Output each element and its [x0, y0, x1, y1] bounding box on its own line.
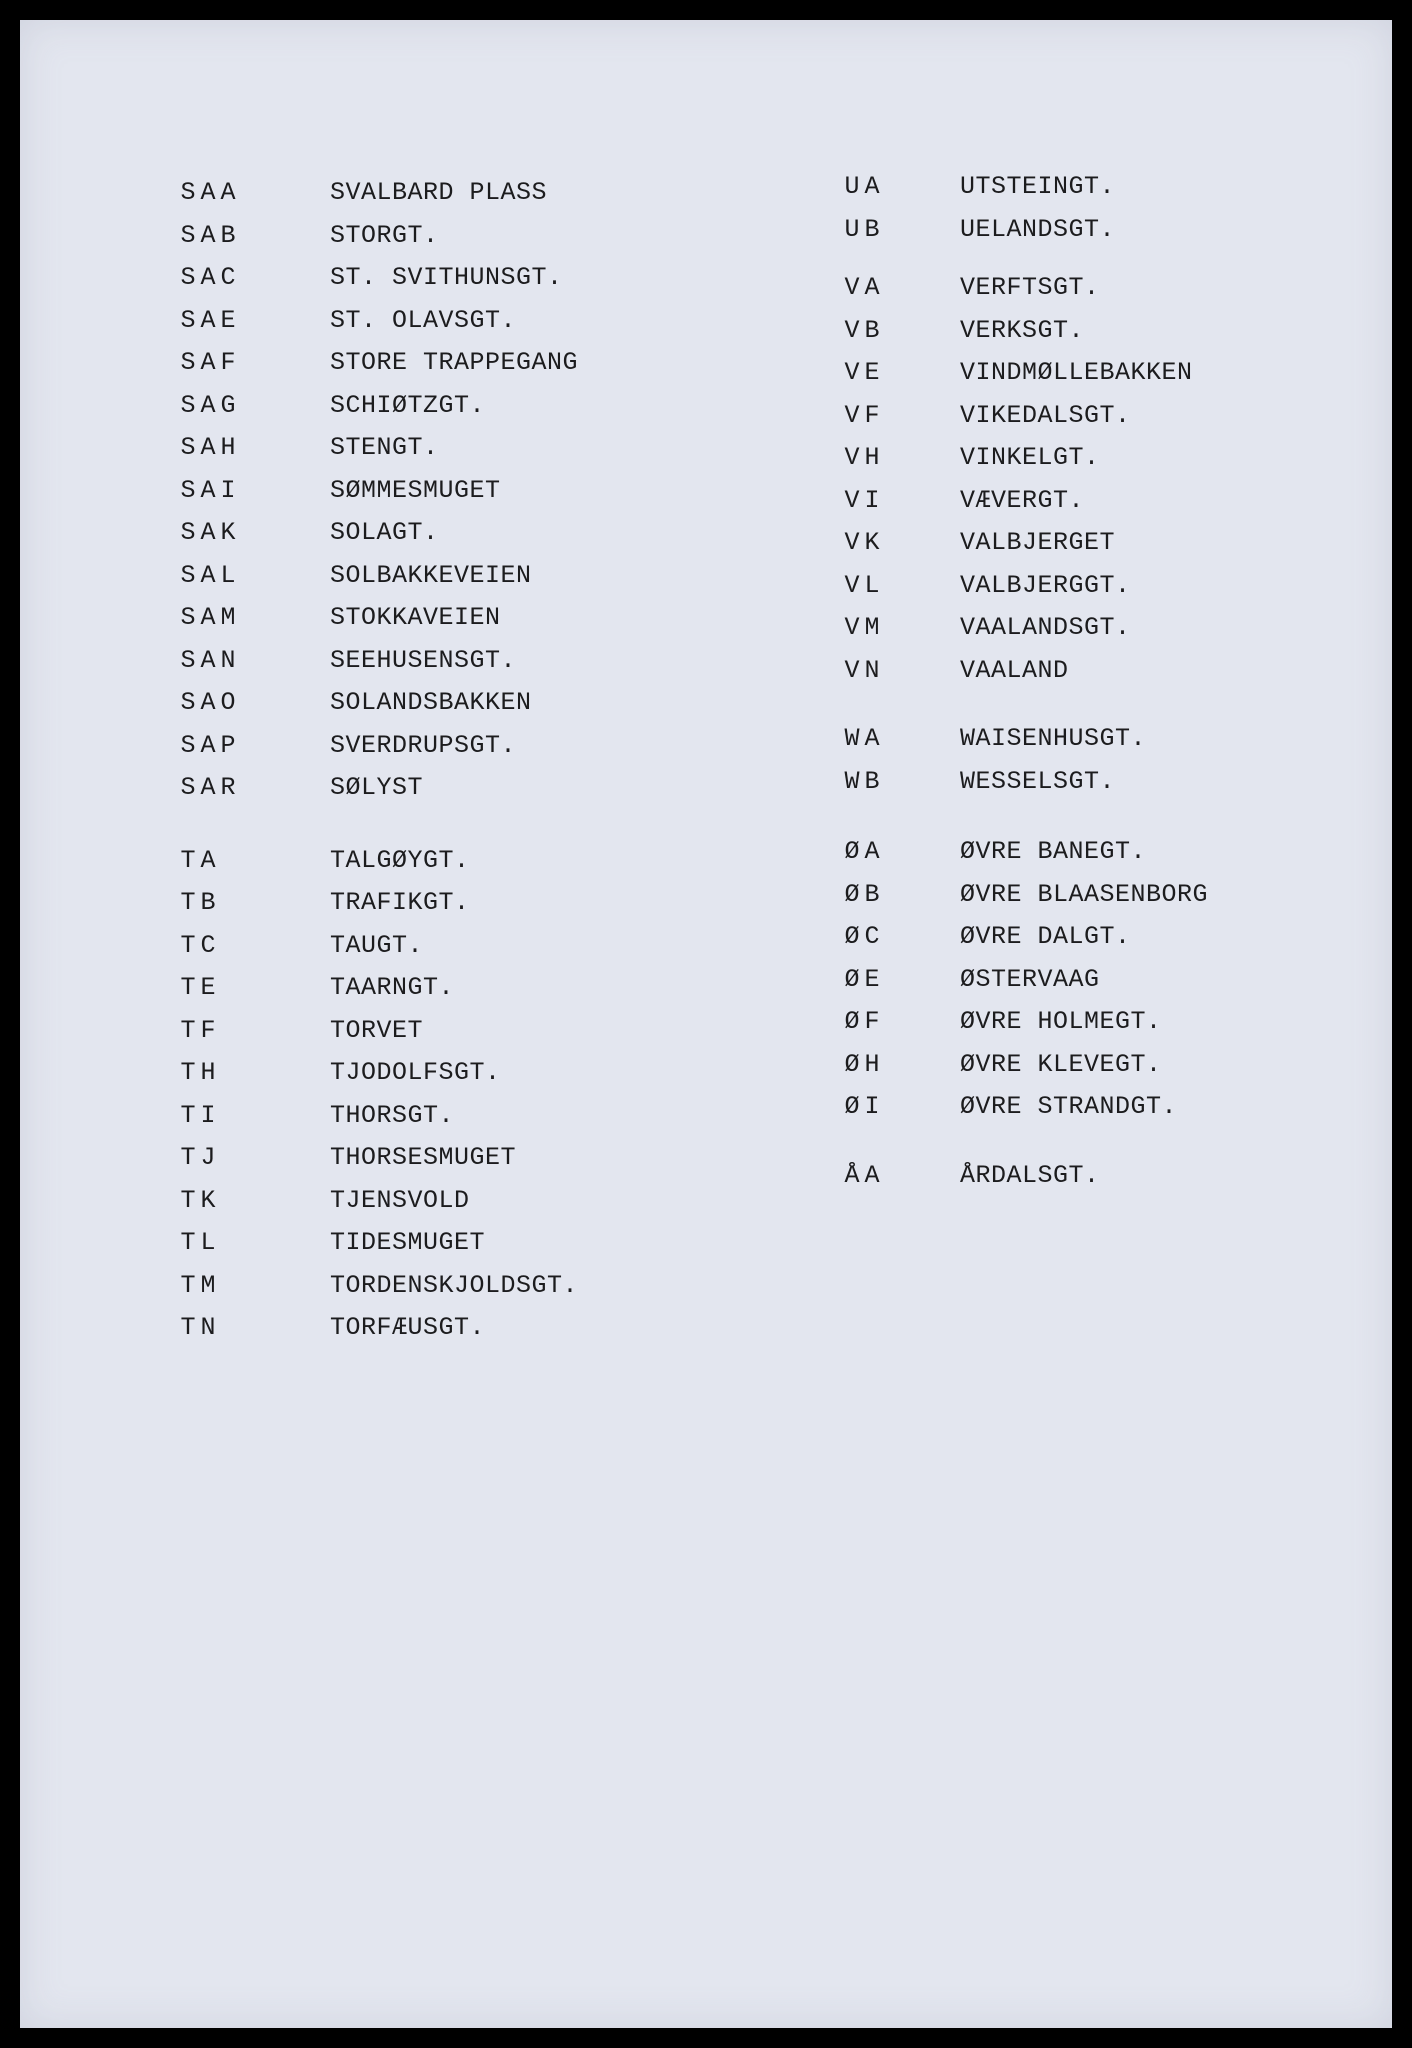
street-code: V H — [844, 443, 880, 472]
street-code: T B — [180, 888, 216, 917]
street-name: TORFÆUSGT. — [330, 1313, 486, 1342]
street-name: ST. SVITHUNSGT. — [330, 263, 563, 292]
street-name: TRAFIKGT. — [330, 888, 470, 917]
street-name: VAALANDSGT. — [960, 613, 1131, 642]
document-page — [20, 20, 1392, 2028]
street-code: W B — [844, 766, 880, 796]
street-code: Ø B — [844, 879, 880, 909]
street-code: T L — [180, 1228, 216, 1257]
street-name: THORSGT. — [330, 1100, 455, 1130]
street-name: ST. OLAVSGT. — [330, 305, 517, 335]
street-name: VIKEDALSGT. — [960, 400, 1131, 430]
street-code: V M — [844, 613, 880, 642]
street-code: T I — [180, 1100, 216, 1130]
street-code: S A B — [180, 220, 236, 250]
street-code: Å A — [844, 1160, 880, 1190]
street-name: STOKKAVEIEN — [330, 603, 501, 632]
street-code: Ø A — [844, 837, 880, 866]
street-code: V K — [844, 528, 880, 557]
street-name: ØVRE BLAASENBORG — [960, 879, 1209, 909]
street-name: SOLAGT. — [330, 518, 439, 547]
street-code: T A — [180, 845, 216, 875]
street-name: UELANDSGT. — [960, 214, 1116, 244]
street-name: STORGT. — [330, 220, 439, 250]
street-code: S A C — [180, 263, 236, 292]
street-name: ØVRE DALGT. — [960, 922, 1131, 951]
street-code: T F — [180, 1015, 216, 1045]
street-code: T M — [180, 1270, 216, 1300]
street-code: V A — [844, 273, 880, 302]
street-name: ØVRE BANEGT. — [960, 837, 1147, 866]
street-name: VALBJERGGT. — [960, 570, 1131, 600]
street-name: WESSELSGT. — [960, 766, 1116, 796]
street-code: Ø I — [844, 1092, 880, 1121]
street-code: T E — [180, 973, 216, 1002]
street-code: S A G — [180, 390, 236, 420]
street-name: ÅRDALSGT. — [960, 1160, 1100, 1190]
street-name: SOLBAKKEVEIEN — [330, 560, 532, 590]
street-name: TAARNGT. — [330, 973, 455, 1002]
street-code: S A K — [180, 518, 236, 547]
street-name: ØVRE KLEVEGT. — [960, 1049, 1162, 1079]
street-code: V F — [844, 400, 880, 430]
street-code: S A N — [180, 645, 236, 675]
street-name: VERKSGT. — [960, 315, 1085, 345]
street-name: ØVRE STRANDGT. — [960, 1092, 1178, 1121]
street-code: S A A — [180, 178, 236, 207]
street-name: ØVRE HOLMEGT. — [960, 1007, 1162, 1036]
street-name: VINDMØLLEBAKKEN — [960, 358, 1193, 387]
street-name: VÆVERGT. — [960, 485, 1085, 515]
street-name: TORVET — [330, 1015, 424, 1045]
street-name: SØLYST — [330, 773, 424, 802]
street-name: TJENSVOLD — [330, 1185, 470, 1215]
street-code: S A R — [180, 773, 236, 802]
street-code: S A I — [180, 475, 236, 505]
street-code: U A — [844, 172, 880, 201]
street-code: Ø F — [844, 1007, 880, 1036]
street-code: S A F — [180, 348, 236, 377]
street-code: S A O — [180, 688, 236, 717]
street-code: T J — [180, 1143, 216, 1172]
street-name: STENGT. — [330, 433, 439, 462]
street-name: SEEHUSENSGT. — [330, 645, 517, 675]
street-name: TALGØYGT. — [330, 845, 470, 875]
street-name: THORSESMUGET — [330, 1143, 517, 1172]
street-name: SVERDRUPSGT. — [330, 730, 517, 760]
street-code: T N — [180, 1313, 216, 1342]
street-code: Ø E — [844, 964, 880, 994]
street-name: VINKELGT. — [960, 443, 1100, 472]
street-code: T H — [180, 1058, 216, 1087]
street-name: STORE TRAPPEGANG — [330, 348, 579, 377]
street-code: Ø C — [844, 922, 880, 951]
street-code: V L — [844, 570, 880, 600]
street-name: SCHIØTZGT. — [330, 390, 486, 420]
street-name: SØMMESMUGET — [330, 475, 501, 505]
street-code: T C — [180, 930, 216, 960]
street-code: V E — [844, 358, 880, 387]
street-name: TIDESMUGET — [330, 1228, 486, 1257]
street-name: VALBJERGET — [960, 528, 1116, 557]
street-name: SOLANDSBAKKEN — [330, 688, 532, 717]
street-code: S A H — [180, 433, 236, 462]
street-code: V N — [844, 655, 880, 685]
street-name: TAUGT. — [330, 930, 424, 960]
street-code: U B — [844, 214, 880, 244]
street-name: VAALAND — [960, 655, 1069, 685]
street-name: VERFTSGT. — [960, 273, 1100, 302]
street-code: T K — [180, 1185, 216, 1215]
street-name: TORDENSKJOLDSGT. — [330, 1270, 579, 1300]
street-code: S A E — [180, 305, 236, 335]
street-name: SVALBARD PLASS — [330, 178, 548, 207]
street-code: Ø H — [844, 1049, 880, 1079]
street-name: TJODOLFSGT. — [330, 1058, 501, 1087]
street-code: V I — [844, 485, 880, 515]
street-code: V B — [844, 315, 880, 345]
street-name: UTSTEINGT. — [960, 172, 1116, 201]
street-name: WAISENHUSGT. — [960, 724, 1147, 753]
street-code: S A L — [180, 560, 236, 590]
street-code: S A P — [180, 730, 236, 760]
street-code: W A — [844, 724, 880, 753]
street-name: ØSTERVAAG — [960, 964, 1100, 994]
street-code: S A M — [180, 603, 236, 632]
